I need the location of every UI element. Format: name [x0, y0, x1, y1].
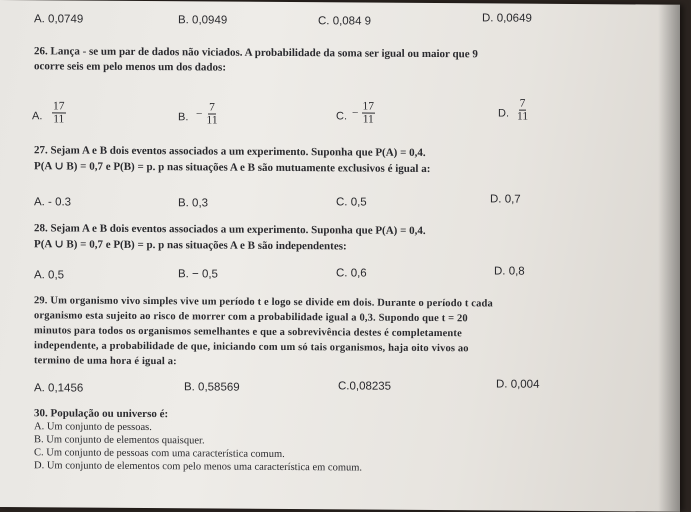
q26-option-b-numerator: 7	[209, 101, 215, 114]
q27-stem-line1: 27. Sejam A e B dois eventos associados a um experimento. Suponha que P(A) = 0,4.	[34, 144, 426, 159]
q26-option-b-denominator: 11	[206, 114, 218, 127]
q27-option-d: D. 0,7	[490, 193, 521, 206]
q27-option-c: C. 0,5	[336, 196, 367, 209]
q25-option-a: A. 0,0749	[34, 13, 84, 26]
q30-option-b: B. Um conjunto de elementos quaisquer.	[34, 434, 205, 447]
q29-option-d: D. 0,004	[496, 378, 540, 391]
q26-option-d-label: D.	[498, 107, 509, 120]
q26-option-a-label: A.	[32, 110, 43, 123]
q26-stem-line1: 26. Lança - se um par de dados não viciados. A probabilidade da soma ser igual ou maior que 9	[34, 45, 478, 61]
q28-stem-line1: 28. Sejam A e B dois eventos associados a um experimento. Suponha que P(A) = 0,4.	[34, 222, 426, 237]
q29-stem-line5: termino de uma hora é igual a:	[34, 355, 177, 368]
q27-stem-line2: P(A ∪ B) = 0,7 e P(B) = p. p nas situações A e B são mutuamente exclusivos é igual a:	[34, 160, 431, 176]
q26-option-a-numerator: 17	[53, 100, 65, 113]
q25-option-d: D. 0,0649	[482, 12, 532, 25]
q25-option-c: C. 0,084 9	[318, 15, 372, 28]
q26-option-c-label: C.	[336, 110, 347, 123]
q28-stem-line2: P(A ∪ B) = 0,7 e P(B) = p. p nas situações A e B são independentes:	[34, 238, 347, 253]
q25-option-b: B. 0,0949	[178, 14, 228, 27]
q30-option-d: D. Um conjunto de elementos com pelo menos uma característica em comum.	[34, 460, 363, 474]
q26-option-c-numerator: 17	[362, 100, 374, 113]
page-edge-shadow	[658, 5, 680, 512]
q30-option-c: C. Um conjunto de pessoas com uma característica comum.	[34, 447, 285, 460]
q26-option-b-label: B.	[178, 111, 189, 124]
q29-option-b: B. 0,58569	[184, 381, 240, 394]
q26-stem-line2: ocorre seis em pelo menos um dos dados:	[34, 60, 226, 74]
q28-option-b: B. − 0,5	[178, 268, 218, 281]
q26-option-a-denominator: 11	[53, 113, 65, 126]
q29-stem-line4: independente, a probabilidade de que, iniciando com um só tais organismos, haja oito vivos ao	[34, 340, 469, 355]
q29-stem-line2: organismo esta sujeito ao risco de morrer com a probabilidade igual a 0,3. Supondo que t = 20	[34, 310, 468, 325]
q29-stem-line3: minutos para todos os organismos semelhantes e que a sobrevivência destes é completamente	[34, 325, 462, 340]
q26-option-c-sign: −	[352, 106, 359, 120]
q26-option-d-numerator: 7	[519, 97, 526, 110]
q29-option-c: C.0,08235	[338, 380, 392, 393]
q29-option-a: A. 0,1456	[34, 382, 84, 395]
q29-stem-line1: 29. Um organismo vivo simples vive um período t e logo se divide em dois. Durante o período t cada	[34, 295, 493, 310]
q26-option-b-sign: −	[196, 107, 203, 120]
q28-option-d: D. 0,8	[494, 265, 525, 278]
q26-option-c-denominator: 11	[362, 113, 374, 126]
q27-option-b: B. 0,3	[178, 197, 209, 210]
q30-option-a: A. Um conjunto de pessoas.	[34, 421, 152, 434]
q27-option-a: A. - 0.3	[34, 196, 72, 209]
q28-option-c: C. 0,6	[336, 267, 367, 280]
q26-option-d-denominator: 11	[517, 110, 529, 123]
q30-stem: 30. População ou universo é:	[34, 407, 169, 421]
q28-option-a: A. 0,5	[34, 269, 65, 282]
